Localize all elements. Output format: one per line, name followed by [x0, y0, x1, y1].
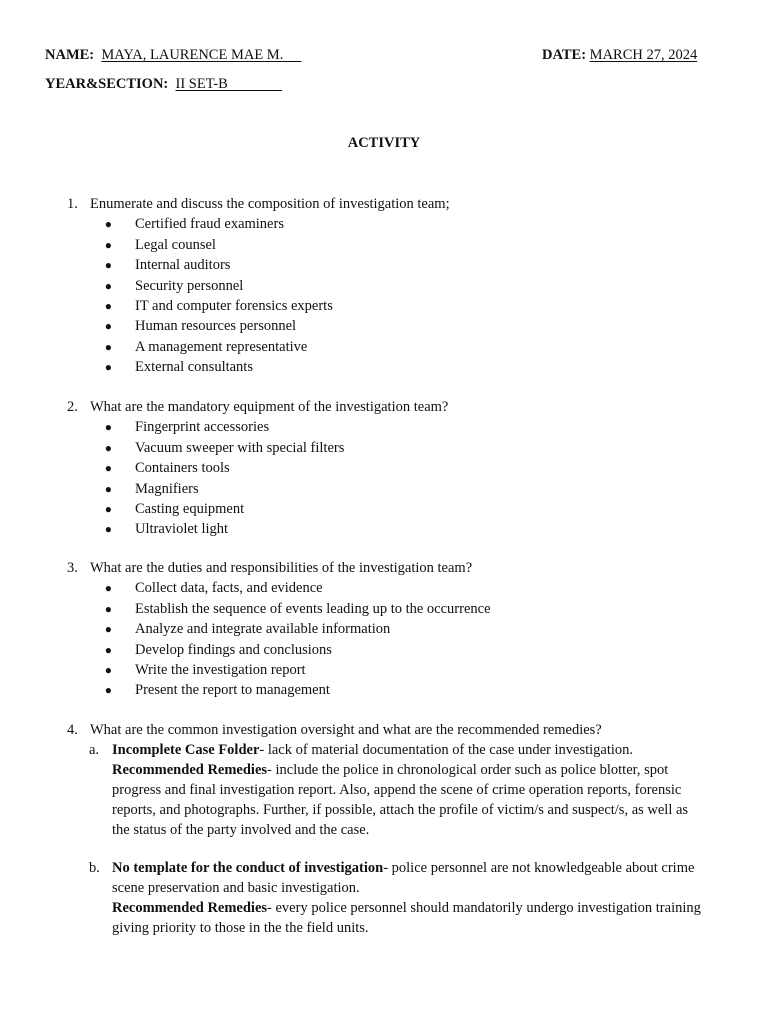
- bullet-icon: ●: [104, 258, 112, 273]
- question-number: 3.: [67, 560, 78, 576]
- list-item-text: External consultants: [135, 359, 253, 376]
- list-item-text: Legal counsel: [135, 236, 216, 253]
- bullet-icon: ●: [104, 502, 112, 517]
- list-item-text: Present the report to management: [135, 682, 330, 699]
- year-section-row: [45, 76, 282, 93]
- question-text: What are the common investigation oversight and what are the recommended remedies?: [90, 722, 602, 738]
- question-text: Enumerate and discuss the composition of investigation team;: [90, 196, 450, 212]
- oversight-term: No template for the conduct of investigation: [112, 860, 384, 877]
- list-item-text: IT and computer forensics experts: [135, 298, 333, 315]
- list-item: [67, 479, 727, 499]
- list-item-text: Security personnel: [135, 277, 244, 294]
- bullet-icon: ●: [104, 622, 112, 637]
- question-3: [67, 558, 727, 701]
- bullet-icon: ●: [104, 299, 112, 314]
- bullet-icon: ●: [104, 581, 112, 596]
- list-item: [67, 519, 727, 539]
- name-value: MAYA, LAURENCE MAE M.: [101, 47, 302, 63]
- year-section-label: YEAR&SECTION:: [45, 76, 169, 92]
- question-1: [67, 194, 727, 378]
- list-item: [67, 438, 727, 458]
- bullet-icon: ●: [104, 217, 112, 232]
- answer-list: [67, 214, 727, 377]
- list-item: [67, 578, 727, 598]
- remedy-label: Recommended Remedies: [112, 900, 268, 917]
- list-item-text: Establish the sequence of events leading up to the occurrence: [135, 600, 491, 617]
- bullet-icon: ●: [104, 440, 112, 455]
- remedy-label: Recommended Remedies: [112, 762, 268, 779]
- list-item: [67, 619, 727, 639]
- question-number: 1.: [67, 196, 78, 212]
- date-row: [542, 47, 697, 64]
- bullet-icon: ●: [104, 601, 112, 616]
- list-item-text: Human resources personnel: [135, 318, 297, 335]
- date-label: DATE:: [542, 47, 587, 63]
- list-item-text: Internal auditors: [135, 257, 231, 274]
- list-item-text: Ultraviolet light: [135, 521, 229, 538]
- question-text: What are the mandatory equipment of the investigation team?: [90, 399, 449, 415]
- list-item-text: Analyze and integrate available information: [135, 621, 391, 638]
- date-value: MARCH 27, 2024: [589, 47, 698, 63]
- oversight-term: Incomplete Case Folder: [112, 742, 260, 759]
- list-item-text: Containers tools: [135, 460, 230, 477]
- list-item: [67, 417, 727, 437]
- list-item-text: A management representative: [135, 338, 308, 355]
- oversight-definition: - police personnel are not knowledgeable about crime scene preservation and basic investigation.: [112, 860, 695, 897]
- bullet-icon: ●: [104, 278, 112, 293]
- question-number: 2.: [67, 399, 78, 415]
- bullet-icon: ●: [104, 522, 112, 537]
- oversight-description: [112, 858, 702, 898]
- list-item: [67, 640, 727, 660]
- answer-list: [67, 578, 727, 700]
- sub-item-letter: b.: [89, 860, 100, 877]
- list-item: [67, 316, 727, 336]
- answer-list: [67, 417, 727, 539]
- list-item: [67, 357, 727, 377]
- list-item: [67, 214, 727, 234]
- list-item-text: Certified fraud examiners: [135, 216, 284, 233]
- sub-item-body: [112, 740, 702, 840]
- sub-item-body: [112, 858, 702, 938]
- name-label: NAME:: [45, 47, 95, 63]
- list-item: [67, 235, 727, 255]
- list-item: [67, 255, 727, 275]
- list-item: [67, 499, 727, 519]
- bullet-icon: ●: [104, 461, 112, 476]
- remedy-paragraph: [112, 898, 702, 938]
- oversight-definition: - lack of material documentation of the case under investigation.: [259, 742, 634, 759]
- bullet-icon: ●: [104, 319, 112, 334]
- question-2: [67, 397, 727, 540]
- sub-item-b: [67, 858, 727, 938]
- oversight-description: [112, 740, 702, 760]
- list-item: [67, 458, 727, 478]
- question-4: [67, 720, 727, 938]
- list-item-text: Casting equipment: [135, 501, 245, 518]
- bullet-icon: ●: [104, 339, 112, 354]
- list-item-text: Vacuum sweeper with special filters: [135, 439, 345, 456]
- bullet-icon: ●: [104, 420, 112, 435]
- list-item-text: Develop findings and conclusions: [135, 641, 332, 658]
- bullet-icon: ●: [104, 481, 112, 496]
- list-item: [67, 296, 727, 316]
- list-item: [67, 276, 727, 296]
- list-item: [67, 680, 727, 700]
- bullet-icon: ●: [104, 663, 112, 678]
- list-item-text: Magnifiers: [135, 480, 199, 497]
- list-item-text: Collect data, facts, and evidence: [135, 580, 323, 597]
- bullet-icon: ●: [104, 360, 112, 375]
- sub-item-a: [67, 740, 727, 840]
- list-item-text: Write the investigation report: [135, 662, 306, 679]
- question-number: 4.: [67, 722, 78, 738]
- bullet-icon: ●: [104, 237, 112, 252]
- year-section-value: II SET-B: [175, 76, 283, 92]
- question-text: What are the duties and responsibilities of the investigation team?: [90, 560, 473, 576]
- list-item: [67, 660, 727, 680]
- bullet-icon: ●: [104, 683, 112, 698]
- sub-item-letter: a.: [89, 742, 100, 759]
- remedy-text: - include the police in chronological order such as police blotter, spot progress and final investigation report. Also, append the scene of crime operation reports, forensic reports, and photographs. Further, if possible, attach the profile of victim/s and suspect/s, as well as the status of the party involved and the case.: [112, 762, 689, 839]
- remedy-paragraph: [112, 760, 702, 840]
- bullet-icon: ●: [104, 642, 112, 657]
- list-item-text: Fingerprint accessories: [135, 419, 270, 436]
- name-row: [45, 47, 301, 64]
- list-item: [67, 337, 727, 357]
- remedy-text: - every police personnel should mandatorily undergo investigation training giving priority to those in the the field units.: [112, 900, 701, 937]
- list-item: [67, 599, 727, 619]
- page-title: ACTIVITY: [347, 135, 421, 151]
